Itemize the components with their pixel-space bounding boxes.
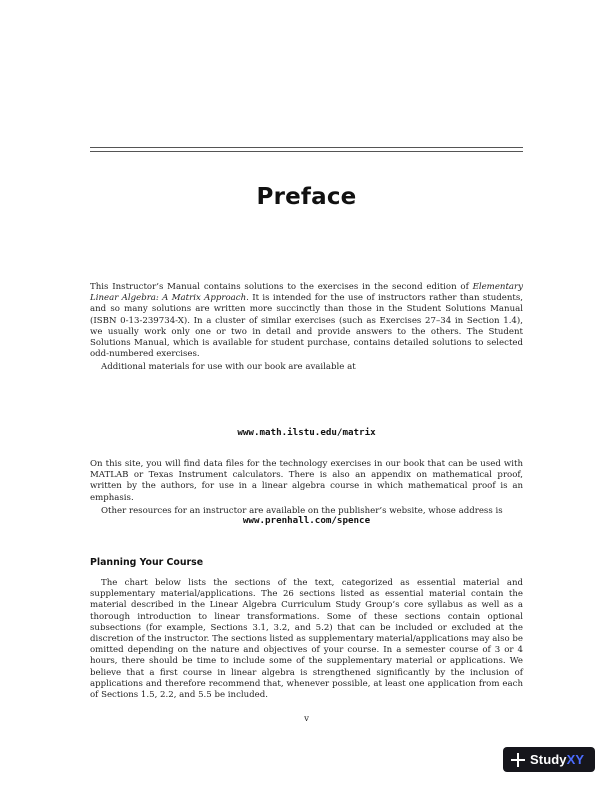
badge-brand-part2: XY: [566, 752, 585, 767]
intro-text-start: This Instructor’s Manual contains solutions to the exercises in the second edition of: [90, 282, 473, 292]
badge-brand: [530, 752, 584, 767]
url-matrix-site[interactable]: www.math.ilstu.edu/matrix: [237, 427, 376, 438]
studyxy-badge[interactable]: [503, 747, 595, 772]
intro-paragraph: [90, 282, 523, 360]
book-title: Elementary Linear Algebra: A Matrix Approach: [90, 282, 523, 304]
page-number: v: [304, 714, 309, 724]
plus-icon: [511, 753, 525, 767]
badge-brand-part1: Study: [530, 752, 567, 767]
site-section: [90, 459, 523, 517]
additional-materials-text: Additional materials for use with our book are available at: [101, 362, 356, 373]
page-title: Preface: [256, 184, 357, 210]
intro-section: [90, 282, 523, 374]
planning-section: [90, 578, 523, 701]
header-rule-bottom: [90, 151, 523, 152]
intro-text-end: . It is intended for the use of instructors rather than students, and so many solutions are written more succinctly than those in the Student Solutions Manual (ISBN 0-13-239734-X). In a cluster of similar exercises (such as Exercises 27–34 in Section 1.4), we usually work only one or two in detail and provide answers to the others. The Student Solutions Manual, which is available for student purchase, contains detailed solutions to selected odd-numbered exercises.: [90, 293, 523, 360]
section-heading: Planning Your Course: [90, 557, 204, 568]
url-publisher-site[interactable]: www.prenhall.com/spence: [242, 515, 371, 526]
site-paragraph: On this site, you will find data files for the technology exercises in our book that can be used with MATLAB or Texas Instrument calculators. There is also an appendix on mathematical proof, written by the authors, for use in a linear algebra course in which mathematical proof is an emphasis.: [90, 459, 523, 503]
planning-paragraph: The chart below lists the sections of the text, categorized as essential material and supplementary material/applications. The 26 sections listed as essential material contain the material described in the Linear Algebra Curriculum Study Group’s core syllabus as well as a thorough introduction to linear transformations. Some of these sections contain optional subsections (for example, Sections 3.1, 3.2, and 5.2) that can be included or excluded at the discretion of the instructor. The sections listed as supplementary material/applications may also be omitted depending on the nature and objectives of your course. In a semester course of 3 or 4 hours, there should be time to include some of the supplementary material or applications. We believe that a first course in linear algebra is strengthened significantly by the inclusion of applications and therefore recommend that, whenever possible, at least one application from each of Sections 1.5, 2.2, and 5.5 be included.: [90, 578, 523, 701]
header-rule-top: [90, 147, 523, 148]
publisher-resources-text: Other resources for an instructor are available on the publisher’s website, whose address is: [101, 505, 503, 516]
